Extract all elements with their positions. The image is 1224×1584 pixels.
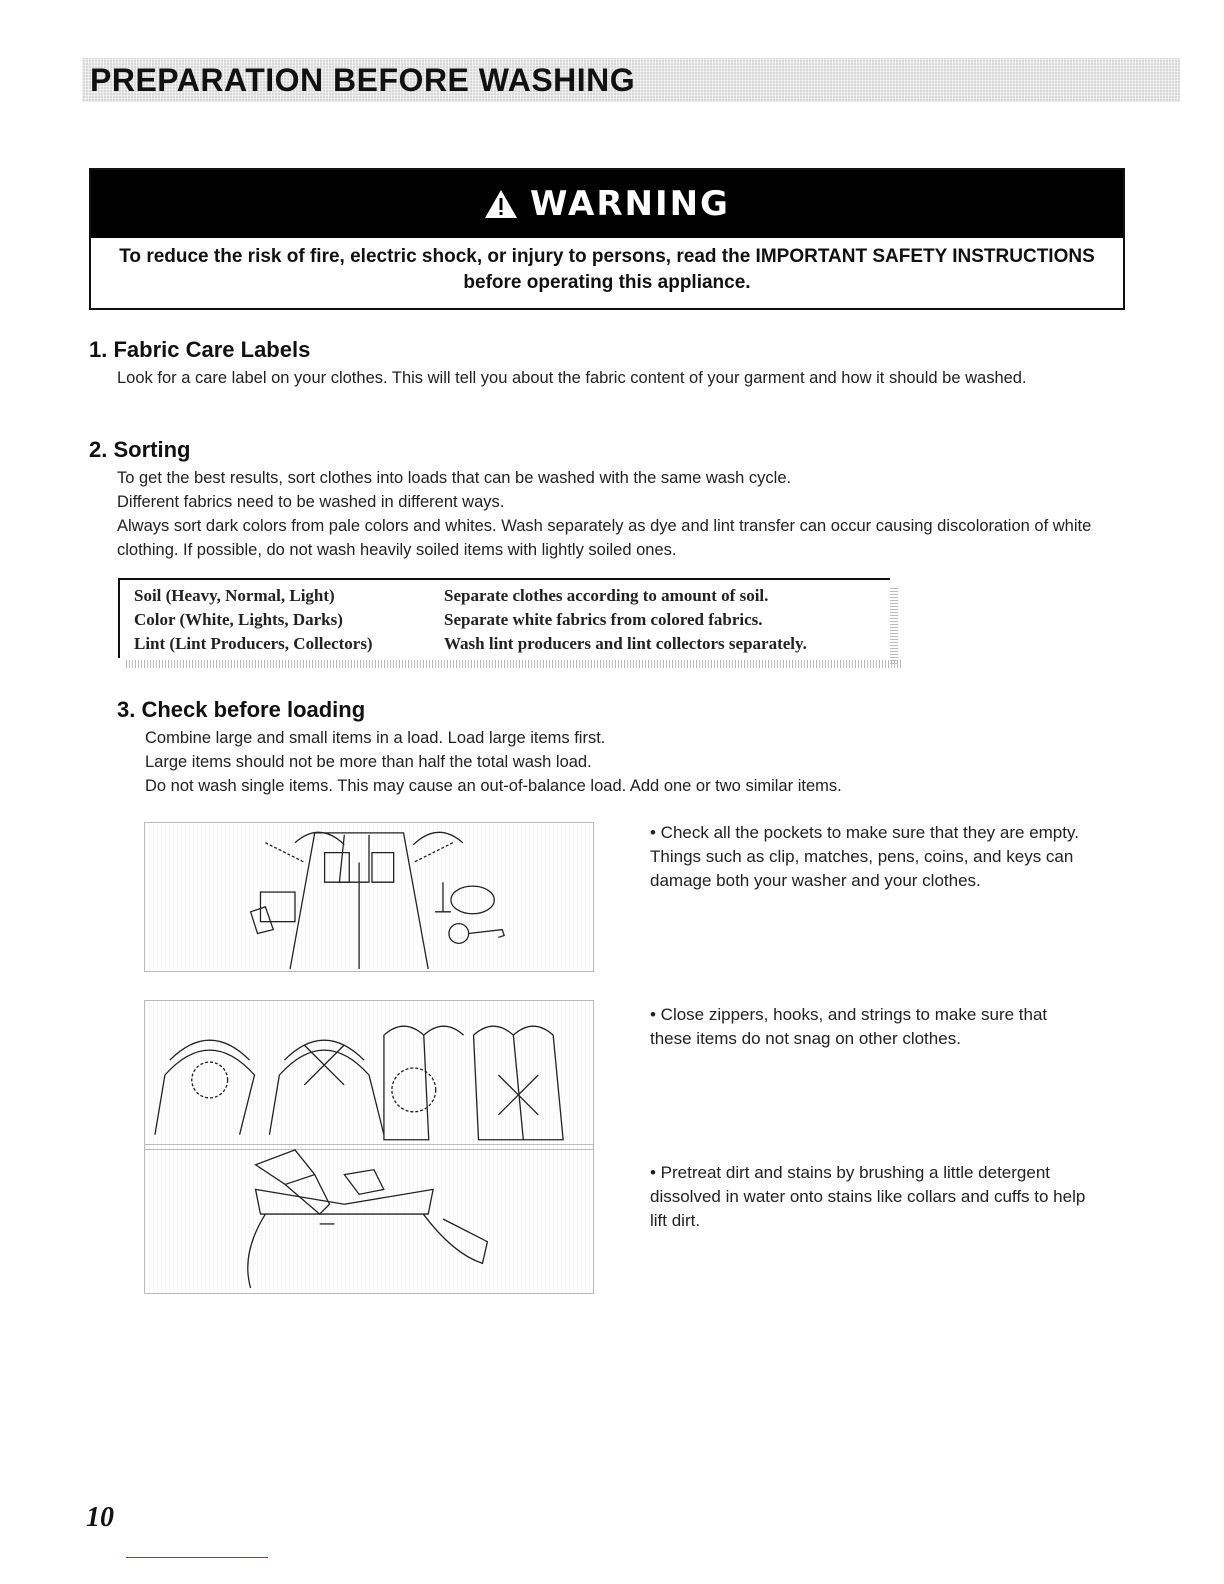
warning-box <box>89 168 1125 310</box>
zippers-illustration <box>144 1000 594 1150</box>
footer-divider <box>126 1557 268 1558</box>
sort-category: Soil (Heavy, Normal, Light) <box>134 586 335 605</box>
sort-category: Color (White, Lights, Darks) <box>134 610 343 629</box>
check-loading-line: Large items should not be more than half the total wash load. <box>145 753 592 771</box>
warning-text: To reduce the risk of fire, electric shock, or injury to persons, read the IMPORTANT SAFETY INSTRUCTIONS before operating this appliance. <box>119 246 1095 293</box>
sorting-table <box>118 578 890 658</box>
check-loading-heading: 3. Check before loading <box>117 697 366 722</box>
sort-instruction: Separate clothes according to amount of soil. <box>444 586 769 605</box>
warning-title: WARNING <box>530 184 730 224</box>
sorting-line: Always sort dark colors from pale colors and whites. Wash separately as dye and lint transfer can occur causing discoloration of white clothing. If possible, do not wash heavily soiled items with lightly soiled ones. <box>117 517 1092 559</box>
pretreat-bullet: • Pretreat dirt and stains by brushing a little detergent dissolved in water onto stains like collars and cuffs to help lift dirt. <box>650 1163 1086 1230</box>
fabric-care-text: Look for a care label on your clothes. This will tell you about the fabric content of your garment and how it should be washed. <box>117 369 1027 387</box>
check-loading-line: Do not wash single items. This may cause an out-of-balance load. Add one or two similar items. <box>145 777 842 795</box>
page-number: 10 <box>86 1502 114 1533</box>
table-row <box>134 610 884 634</box>
pretreat-illustration <box>144 1144 594 1294</box>
page-title: PREPARATION BEFORE WASHING <box>90 62 636 98</box>
warning-header <box>91 170 1123 238</box>
sorting-heading: 2. Sorting <box>89 437 191 462</box>
sort-category: Lint (Lint Producers, Collectors) <box>134 634 373 653</box>
zippers-bullet: • Close zippers, hooks, and strings to make sure that these items do not snag on other clothes. <box>650 1005 1048 1048</box>
sort-instruction: Separate white fabrics from colored fabrics. <box>444 610 763 629</box>
pockets-illustration <box>144 822 594 972</box>
check-loading-line: Combine large and small items in a load. Load large items first. <box>145 729 606 747</box>
warning-triangle-icon <box>484 189 518 219</box>
table-row <box>134 586 884 610</box>
sorting-line: Different fabrics need to be washed in different ways. <box>117 493 505 511</box>
sort-instruction: Wash lint producers and lint collectors separately. <box>444 634 807 653</box>
pockets-bullet: • Check all the pockets to make sure that they are empty. Things such as clip, matches, pens, coins, and keys can damage both your washer and your clothes. <box>650 823 1079 890</box>
sorting-line: To get the best results, sort clothes into loads that can be washed with the same wash cycle. <box>117 469 792 487</box>
fabric-care-heading: 1. Fabric Care Labels <box>89 337 311 362</box>
table-row <box>134 634 884 658</box>
section-title-bar <box>82 58 1180 102</box>
